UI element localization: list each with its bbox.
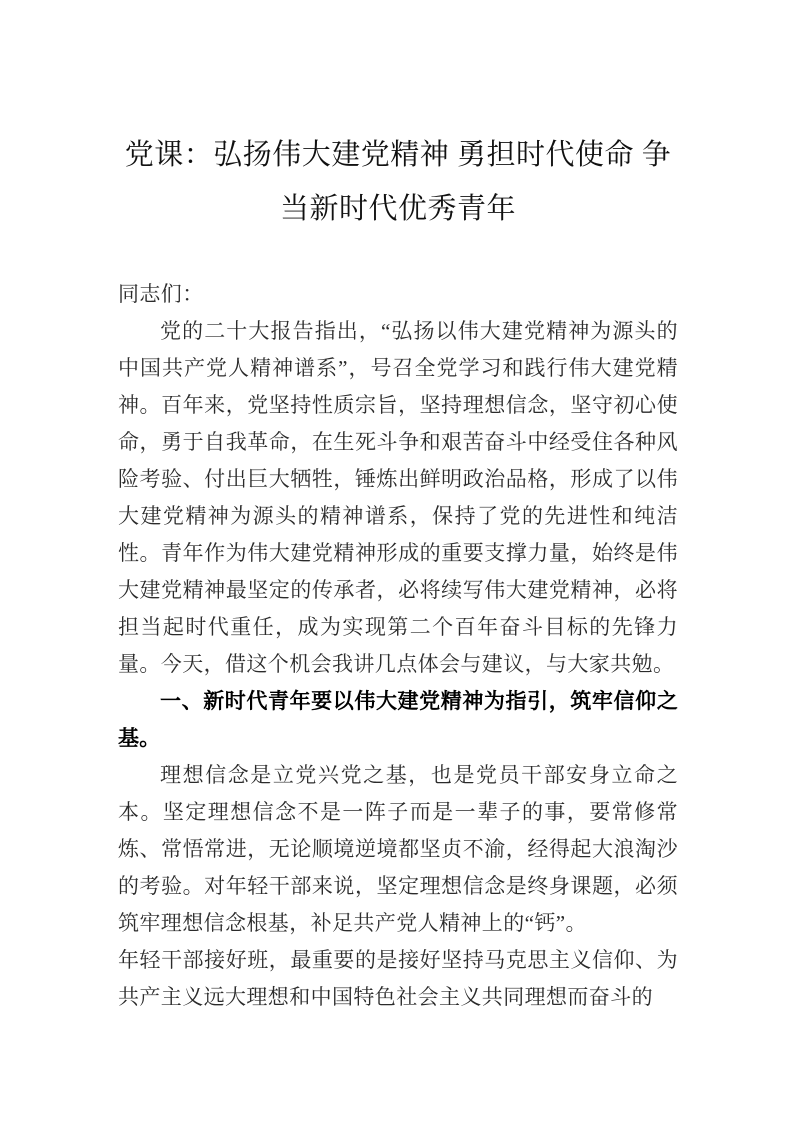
body-paragraph-2: 理想信念是立党兴党之基，也是党员干部安身立命之本。坚定理想信念不是一阵子而是一辈子的事，要常修常炼、常悟常进，无论顺境逆境都坚贞不渝，经得起大浪淘沙的考验。对年轻干部来说，坚定理想信念是终身课题，必须筑牢理想信念根基，补足共产党人精神上的“钙”。 bbox=[118, 763, 678, 935]
page-title-line-1: 党课：弘扬伟大建党精神 勇担时代使命 争 bbox=[124, 139, 672, 171]
page-text-column bbox=[118, 0, 678, 1122]
section-heading-1: 一、新时代青年要以伟大建党精神为指引，筑牢信仰之基。 bbox=[118, 690, 678, 750]
page-title bbox=[118, 0, 678, 236]
salutation: 同志们： bbox=[118, 282, 204, 306]
body-paragraph-1: 党的二十大报告指出，“弘扬以伟大建党精神为源头的中国共产党人精神谱系”，号召全党学习和践行伟大建党精神。百年来，党坚持性质宗旨，坚持理想信念，坚守初心使命，勇于自我革命，在生死斗争和艰苦奋斗中经受住各种风险考验、付出巨大牺牲，锤炼出鲜明政治品格，形成了以伟大建党精神为源头的精神谱系，保持了党的先进性和纯洁性。青年作为伟大建党精神形成的重要支撑力量，始终是伟大建党精神最坚定的传承者，必将续写伟大建党精神，必将担当起时代重任，成为实现第二个百年奋斗目标的先锋力量。今天，借这个机会我讲几点体会与建议，与大家共勉。 bbox=[118, 319, 678, 676]
body-paragraph-3: 年轻干部接好班，最重要的是接好坚持马克思主义信仰、为共产主义远大理想和中国特色社会主义共同理想而奋斗的 bbox=[118, 948, 678, 1009]
page-title-line-2: 当新时代优秀青年 bbox=[279, 193, 516, 225]
